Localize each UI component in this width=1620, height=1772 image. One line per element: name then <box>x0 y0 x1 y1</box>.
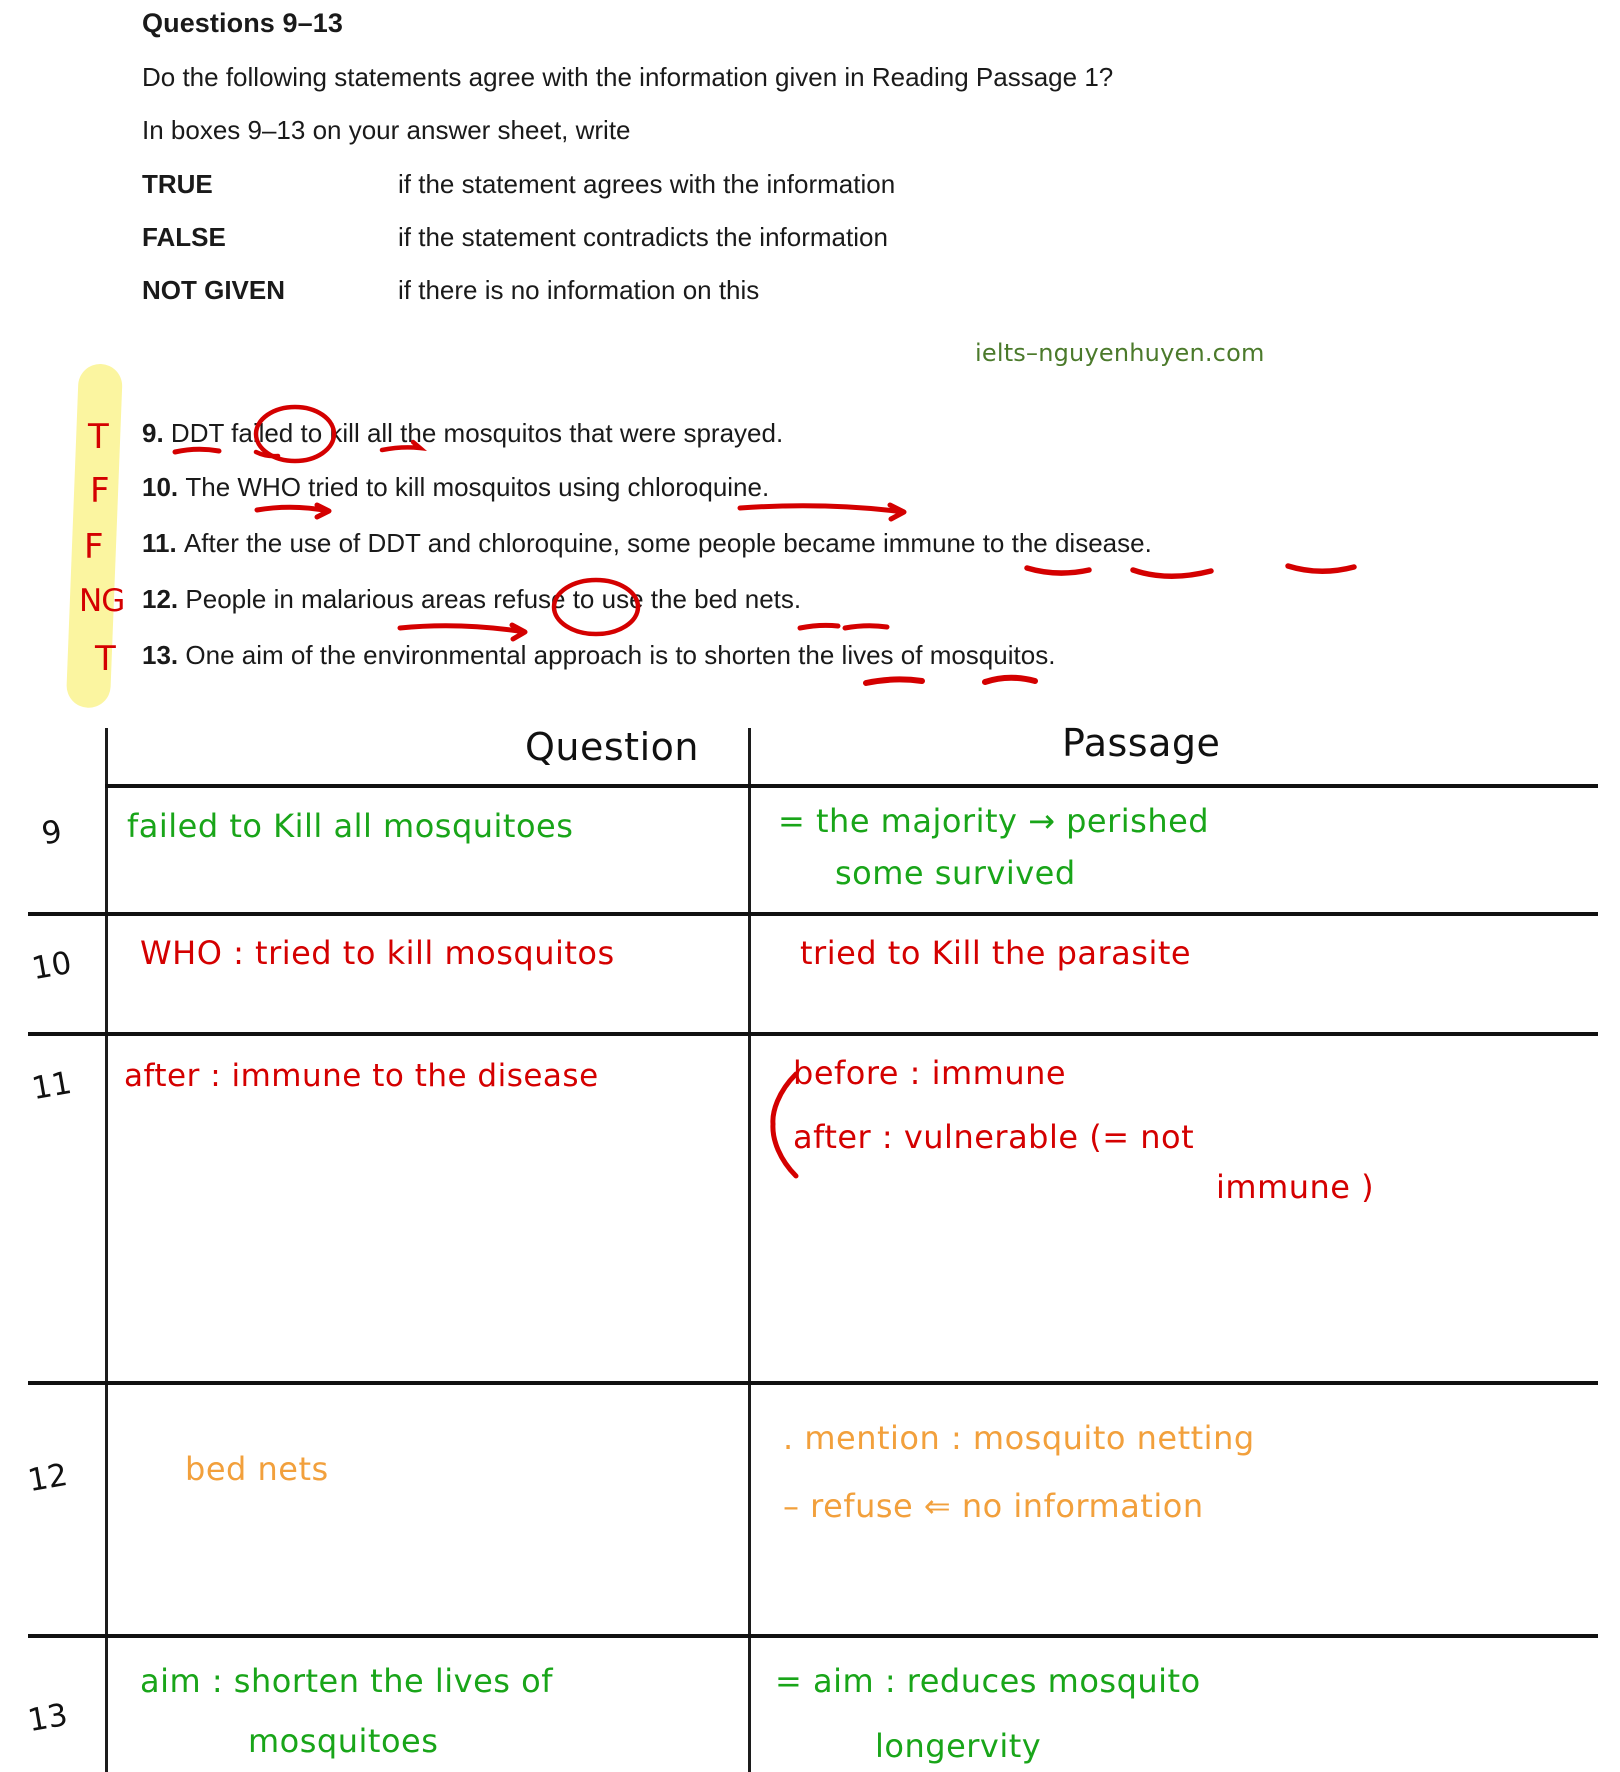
rule-false-key: FALSE <box>142 221 226 252</box>
rule-false-desc: if the statement contradicts the information <box>398 221 888 252</box>
statement-row-9 <box>0 408 1620 466</box>
statement-body-10: The WHO tried to kill mosquitos using chloroquine. <box>185 472 770 502</box>
table-hline-4 <box>28 1634 1598 1638</box>
table-column-divider <box>748 728 751 1772</box>
statement-number-13: 13. <box>142 640 179 670</box>
notes-table <box>0 720 1620 1772</box>
rule-true-desc: if the statement agrees with the information <box>398 168 896 199</box>
table-row-number-13: 13 <box>25 1696 71 1740</box>
statement-body-12: People in malarious areas refuse to use the bed nets. <box>185 584 802 614</box>
table-hline-2 <box>28 1032 1598 1036</box>
page-title: Questions 9–13 <box>142 8 343 38</box>
answer-mark-12: NG <box>79 583 125 619</box>
instructions-block <box>142 8 1382 328</box>
statement-text-9 <box>142 420 783 446</box>
statement-body-9: DDT failed to kill all the mosquitos that were sprayed. <box>170 418 784 448</box>
table-hline-1 <box>28 912 1598 916</box>
instruction-line-2: In boxes 9–13 on your answer sheet, write <box>142 114 631 145</box>
statement-row-12 <box>0 582 1620 640</box>
answer-mark-11: F <box>84 527 103 567</box>
table-cell-passage-12-line1: . mention : mosquito netting <box>783 1419 1255 1457</box>
table-cell-passage-9-line1: = the majority → perished <box>778 802 1210 840</box>
rule-not-given <box>142 275 1382 306</box>
rule-false <box>142 222 1382 253</box>
table-header-passage: Passage <box>1062 721 1221 765</box>
rule-not-given-desc: if there is no information on this <box>398 274 760 305</box>
table-cell-passage-11-line1: before : immune <box>793 1054 1067 1092</box>
table-cell-passage-11-line3: immune ) <box>1216 1168 1375 1206</box>
rule-true-key: TRUE <box>142 168 213 199</box>
table-hline-header <box>105 784 1598 788</box>
table-cell-question-10: WHO : tried to kill mosquitos <box>140 934 615 972</box>
table-cell-question-9: failed to Kill all mosquitoes <box>127 807 574 845</box>
answer-mark-9: T <box>88 417 108 457</box>
statement-row-11 <box>0 524 1620 582</box>
table-cell-passage-9-line2: some survived <box>835 854 1076 892</box>
table-row-number-10: 10 <box>29 944 75 988</box>
statement-text-11 <box>142 530 1152 556</box>
statement-number-9: 9. <box>142 418 164 448</box>
site-watermark: ielts–nguyenhuyen.com <box>975 339 1265 367</box>
rule-true <box>142 169 1382 200</box>
table-cell-passage-13-line1: = aim : reduces mosquito <box>775 1662 1201 1700</box>
statement-row-10 <box>0 466 1620 524</box>
statement-row-13 <box>0 640 1620 698</box>
table-cell-passage-10: tried to Kill the parasite <box>800 934 1192 972</box>
statement-body-13: One aim of the environmental approach is to shorten the lives of mosquitos. <box>185 640 1056 670</box>
table-row-number-12: 12 <box>25 1456 71 1500</box>
table-cell-passage-13-line2: longervity <box>875 1727 1042 1765</box>
table-row-number-11: 11 <box>29 1064 75 1108</box>
statements-list <box>0 408 1620 698</box>
instruction-line-1: Do the following statements agree with the information given in Reading Passage 1? <box>142 62 1114 92</box>
statement-text-13 <box>142 642 1055 668</box>
statement-body-11: After the use of DDT and chloroquine, some people became immune to the disease. <box>183 528 1152 558</box>
table-header-question: Question <box>525 725 699 769</box>
statement-number-11: 11. <box>142 528 177 558</box>
table-border-left <box>105 728 108 1772</box>
rule-not-given-key: NOT GIVEN <box>142 274 286 305</box>
statement-number-12: 12. <box>142 584 179 614</box>
table-row-number-9: 9 <box>39 813 65 853</box>
table-cell-question-13-line1: aim : shorten the lives of <box>140 1662 553 1700</box>
table-hline-3 <box>28 1381 1598 1385</box>
statement-text-12 <box>142 586 801 612</box>
statement-number-10: 10. <box>142 472 179 502</box>
table-cell-passage-11-line2: after : vulnerable (= not <box>793 1118 1195 1156</box>
answer-mark-10: F <box>90 471 109 511</box>
table-cell-question-12: bed nets <box>185 1450 329 1488</box>
table-cell-question-11: after : immune to the disease <box>124 1058 599 1094</box>
answer-mark-13: T <box>95 639 115 679</box>
table-cell-question-13-line2: mosquitoes <box>248 1722 439 1760</box>
statement-text-10 <box>142 474 769 500</box>
table-cell-passage-12-line2: – refuse ⇐ no information <box>783 1487 1204 1525</box>
